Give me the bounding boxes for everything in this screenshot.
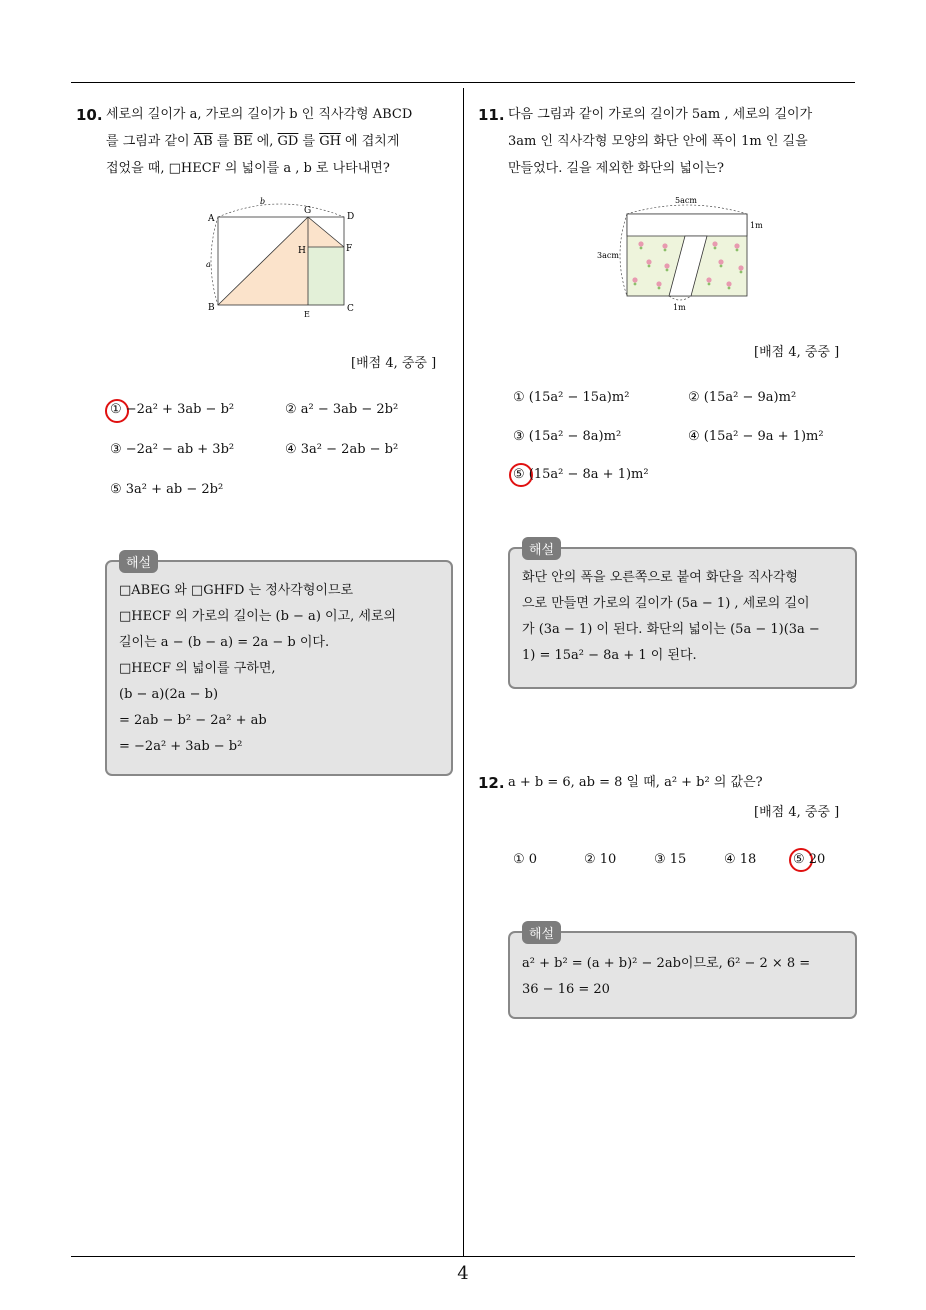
- q12-choice-5[interactable]: ⑤ 20: [793, 852, 826, 867]
- label-a: A: [208, 214, 215, 224]
- label-5acm: 5acm: [675, 196, 697, 205]
- q10-choice-3[interactable]: ③ −2a² − ab + 3b²: [110, 442, 235, 457]
- q10-solution-box: [105, 556, 453, 776]
- q12-solution-tag: 해설: [522, 921, 561, 944]
- q11-text-line2: 3am 인 직사각형 모양의 화단 안에 폭이 1m 인 길을: [508, 134, 808, 149]
- q11-figure: [595, 192, 775, 312]
- column-divider: [463, 88, 464, 1256]
- label-left-a: a: [206, 260, 211, 269]
- q12-choice-3[interactable]: ③ 15: [654, 852, 687, 867]
- q11-text: [508, 101, 860, 182]
- label-f: F: [346, 244, 353, 254]
- q11-choice-5[interactable]: ⑤ (15a² − 8a + 1)m²: [513, 467, 649, 482]
- q11-solution-tag: 해설: [522, 537, 561, 560]
- q10-sol-line-6: = 2ab − b² − 2a² + ab: [119, 713, 267, 728]
- q10-text-line3: 접었을 때, □HECF 의 넓이를 a , b 로 나타내면?: [106, 161, 390, 176]
- q10-solution-tag: 해설: [119, 550, 158, 573]
- q12-choice-2[interactable]: ② 10: [584, 852, 617, 867]
- arc-top: [218, 204, 344, 217]
- q10-sol-line-1: □ABEG 와 □GHFD 는 정사각형이므로: [119, 583, 354, 598]
- q10-text-line2: 를 그림과 같이 $\overline{AB}$ 를 $\overline{BE}$ 에, $\overline{GD}$ 를 $\overline{GH}$ 에 겹치게: [106, 134, 400, 149]
- q11-sol-line-3: 가 (3a − 1) 이 된다. 화단의 넓이는 (5a − 1)(3a −: [522, 622, 820, 637]
- seg-gh: $\overline{GH}$: [319, 134, 341, 149]
- q10-sol-line-2: □HECF 의 가로의 길이는 (b − a) 이고, 세로의: [119, 609, 397, 624]
- q11-sol-line-4: 1) = 15a² − 8a + 1 이 된다.: [522, 648, 697, 663]
- q12-score: [배점 4, 중중 ]: [754, 805, 840, 820]
- q12-solution-body: [522, 951, 845, 1003]
- q12-sol-line-1: a² + b² = (a + b)² − 2ab이므로, 6² − 2 × 8 =: [522, 956, 811, 971]
- q12-text: a + b = 6, ab = 8 일 때, a² + b² 의 값은?: [508, 775, 763, 790]
- top-rule: [71, 82, 855, 83]
- hecf-region: [308, 247, 344, 305]
- seg-ab: $\overline{AB}$: [193, 134, 213, 149]
- q11-choice-1[interactable]: ① (15a² − 15a)m²: [513, 390, 630, 405]
- q11-choice-4[interactable]: ④ (15a² − 9a + 1)m²: [688, 429, 824, 444]
- q11-sol-line-2: 으로 만들면 가로의 길이가 (5a − 1) , 세로의 길이: [522, 596, 810, 611]
- q11-choice-2[interactable]: ② (15a² − 9a)m²: [688, 390, 797, 405]
- q10-choice-1[interactable]: ① −2a² + 3ab − b²: [110, 402, 235, 417]
- q12-choice-1[interactable]: ① 0: [513, 852, 538, 867]
- dim-top: [627, 205, 747, 214]
- q10-solution-body: [119, 578, 441, 760]
- arc-left: [211, 217, 218, 305]
- q11-choice-3[interactable]: ③ (15a² − 8a)m²: [513, 429, 622, 444]
- q10-header: [76, 105, 461, 176]
- q11-sol-line-1: 화단 안의 폭을 오른쪽으로 붙여 화단을 직사각형: [522, 570, 798, 585]
- q11-solution-body: [522, 565, 845, 669]
- q10-number: 10.: [76, 106, 103, 124]
- q12-choice-4[interactable]: ④ 18: [724, 852, 757, 867]
- page-number: 4: [457, 1263, 469, 1284]
- label-b: B: [208, 303, 215, 313]
- label-3acm: 3acm: [597, 251, 619, 260]
- q11-score: [배점 4, 중중 ]: [754, 345, 840, 360]
- dim-left: [620, 214, 627, 296]
- q12-solution-box: [508, 927, 857, 1019]
- seg-gd: $\overline{GD}$: [277, 134, 299, 149]
- q11-solution-box: [508, 543, 857, 689]
- q10-sol-line-7: = −2a² + 3ab − b²: [119, 739, 243, 754]
- dim-bottom: [669, 296, 691, 300]
- label-g: G: [304, 206, 312, 216]
- q10-choice-2[interactable]: ② a² − 3ab − 2b²: [285, 402, 399, 417]
- label-c: C: [347, 304, 354, 314]
- label-e: E: [304, 310, 310, 319]
- path-horizontal: [627, 214, 747, 236]
- q10-score: [배점 4, 중중 ]: [351, 356, 437, 371]
- label-1m-bottom: 1m: [673, 303, 686, 312]
- q12-header: [478, 773, 863, 792]
- q12-number: 12.: [478, 774, 505, 792]
- q11-header: [478, 105, 863, 176]
- bottom-rule: [71, 1256, 855, 1257]
- q11-number: 11.: [478, 106, 505, 124]
- label-top-b: b: [260, 197, 266, 206]
- q11-text-line3: 만들었다. 길을 제외한 화단의 넓이는?: [508, 161, 725, 176]
- q10-sol-line-5: (b − a)(2a − b): [119, 687, 219, 702]
- q10-choice-4[interactable]: ④ 3a² − 2ab − b²: [285, 442, 399, 457]
- q11-text-line1: 다음 그림과 같이 가로의 길이가 5am , 세로의 길이가: [508, 107, 813, 122]
- q10-sol-line-4: □HECF 의 넓이를 구하면,: [119, 661, 276, 676]
- label-1m-right: 1m: [750, 221, 763, 230]
- label-h: H: [298, 246, 306, 256]
- q12-sol-line-2: 36 − 16 = 20: [522, 982, 610, 997]
- q10-text-line1: 세로의 길이가 a, 가로의 길이가 b 인 직사각형 ABCD: [106, 107, 413, 122]
- q10-choice-5[interactable]: ⑤ 3a² + ab − 2b²: [110, 482, 224, 497]
- q10-sol-line-3: 길이는 a − (b − a) = 2a − b 이다.: [119, 635, 330, 650]
- q10-text: [106, 101, 462, 182]
- q10-figure: [200, 195, 360, 320]
- seg-be: $\overline{BE}$: [233, 134, 253, 149]
- label-d: D: [347, 212, 355, 222]
